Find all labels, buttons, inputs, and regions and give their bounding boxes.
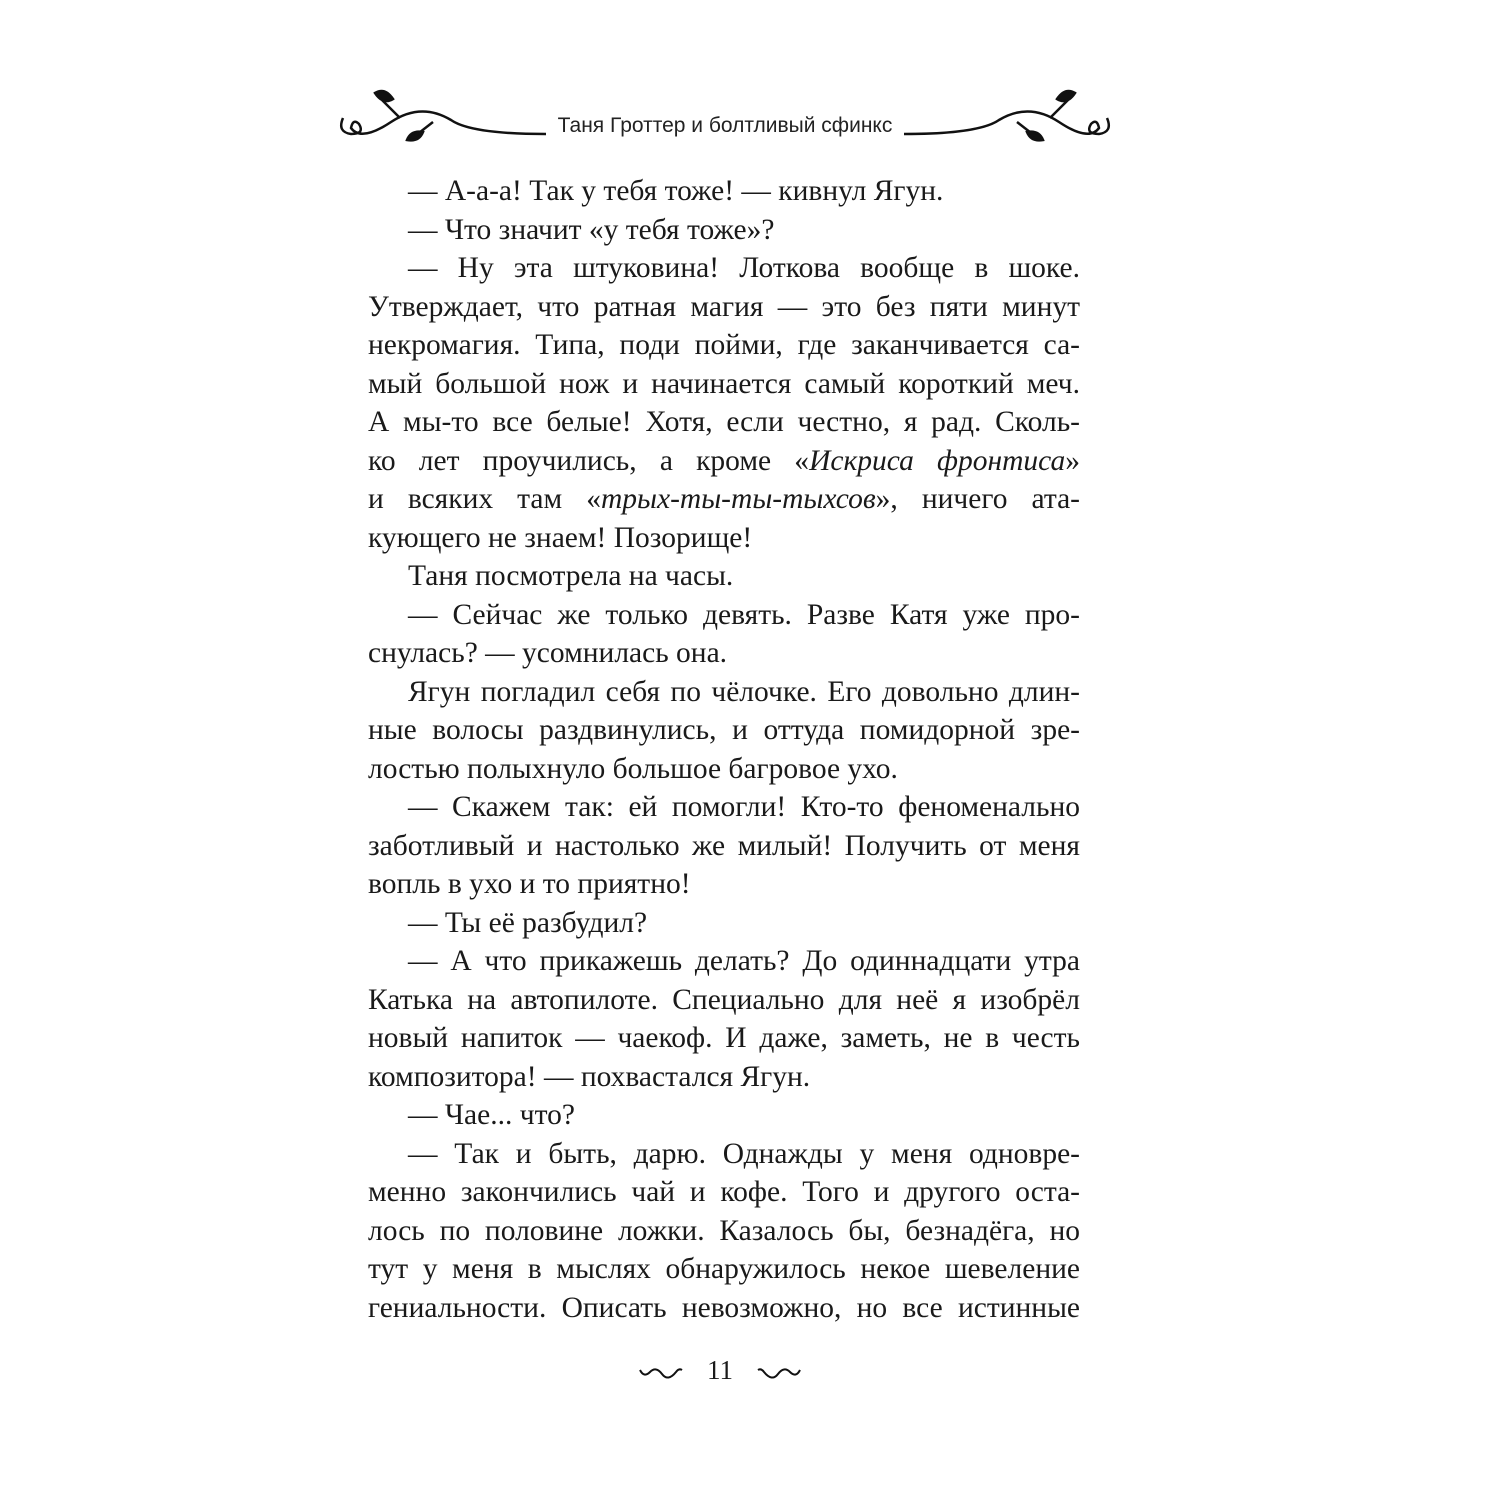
text-segment: менно закончились чай и кофе. Того и другого оста- [368, 1176, 1080, 1208]
text-line [368, 326, 1080, 365]
text-segment: — Чае... что? [408, 1099, 575, 1131]
text-segment: — А что прикажешь делать? До одиннадцати утра [408, 945, 1080, 977]
text-segment: лось по половине ложки. Казалось бы, безнадёга, но [368, 1214, 1080, 1247]
text-line [368, 827, 1080, 866]
text-line [368, 1135, 1080, 1174]
text-line [368, 288, 1080, 327]
text-line [368, 1096, 1080, 1135]
text-segment: — Так и быть, дарю. Однажды у меня одновре- [408, 1137, 1080, 1170]
text-segment: А мы-то все белые! Хотя, если честно, я рад. Сколь- [368, 406, 1080, 438]
text-segment: Ягун погладил себя по чёлочке. Его довольно длин- [408, 675, 1080, 708]
italic-spell-name: Искриса фронтиса [809, 444, 1066, 477]
text-line [368, 557, 1080, 596]
text-line [368, 1019, 1080, 1058]
text-line [368, 519, 1080, 558]
text-segment: композитора! — похвастался Ягун. [368, 1060, 811, 1093]
text-segment: — Ну эта штуковина! Лоткова вообще в шоке. [408, 252, 1080, 284]
text-segment: » [1065, 444, 1080, 477]
text-line [368, 865, 1080, 904]
text-segment: и всяких там « [368, 483, 601, 515]
text-line [368, 442, 1080, 481]
text-line [368, 942, 1080, 981]
text-segment: вопль в ухо и то приятно! [368, 868, 691, 900]
text-line [368, 750, 1080, 789]
text-segment: Катька на автопилоте. Специально для неё я изобрёл [368, 983, 1080, 1016]
italic-spell-name: трых-ты-ты-тыхсов [600, 483, 876, 515]
text-segment: ные волосы раздвинулись, и оттуда помидорной зре- [368, 714, 1080, 746]
text-segment: — Ты её разбудил? [408, 906, 648, 939]
text-line [368, 981, 1080, 1020]
text-segment: — Сейчас же только девять. Разве Катя уже про- [408, 598, 1080, 631]
text-line [368, 403, 1080, 442]
text-line [368, 249, 1080, 288]
running-title: Таня Гроттер и болтливый сфинкс [557, 114, 893, 137]
body-text [368, 172, 1080, 1327]
text-segment: снулась? — усомнилась она. [368, 637, 728, 669]
page-footer [630, 1352, 810, 1392]
text-segment: мый большой нож и начинается самый короткий меч. [368, 367, 1080, 400]
text-line [368, 1173, 1080, 1212]
text-line [368, 365, 1080, 404]
text-segment: — Что значит «у тебя тоже»? [408, 213, 775, 246]
text-line [368, 1212, 1080, 1251]
text-segment: некромагия. Типа, поди пойми, где заканчивается са- [368, 329, 1080, 361]
text-line [368, 172, 1080, 211]
text-segment: новый напиток — чаекоф. И даже, заметь, не в честь [368, 1022, 1080, 1054]
text-segment: заботливый и настолько же милый! Получить от меня [368, 829, 1080, 862]
text-segment: кующего не знаем! Позорище! [368, 521, 753, 554]
text-line [368, 480, 1080, 519]
text-line [368, 596, 1080, 635]
text-segment: », ничего ата- [875, 483, 1080, 515]
text-segment: — А-а-а! Так у тебя тоже! — кивнул Ягун. [408, 175, 944, 207]
text-segment: — Скажем так: ей помогли! Кто-то феноменально [408, 791, 1080, 823]
text-line [368, 673, 1080, 712]
text-line [368, 634, 1080, 673]
text-line [368, 211, 1080, 250]
text-segment: Таня посмотрела на часы. [408, 560, 734, 592]
text-segment: тут у меня в мыслях обнаружилось некое шевеление [368, 1253, 1080, 1285]
text-line [368, 904, 1080, 943]
text-segment: ко лет проучились, а кроме « [368, 444, 810, 477]
text-line [368, 1250, 1080, 1289]
text-segment: лостью полыхнуло большое багровое ухо. [368, 752, 898, 785]
text-segment: гениальности. Описать невозможно, но все истинные [368, 1291, 1080, 1324]
running-header [335, 88, 1115, 158]
text-line [368, 788, 1080, 827]
text-line [368, 1289, 1080, 1328]
text-line [368, 1058, 1080, 1097]
page-number: 11 [707, 1355, 733, 1385]
text-line [368, 711, 1080, 750]
text-segment: Утверждает, что ратная магия — это без пяти минут [368, 290, 1080, 323]
